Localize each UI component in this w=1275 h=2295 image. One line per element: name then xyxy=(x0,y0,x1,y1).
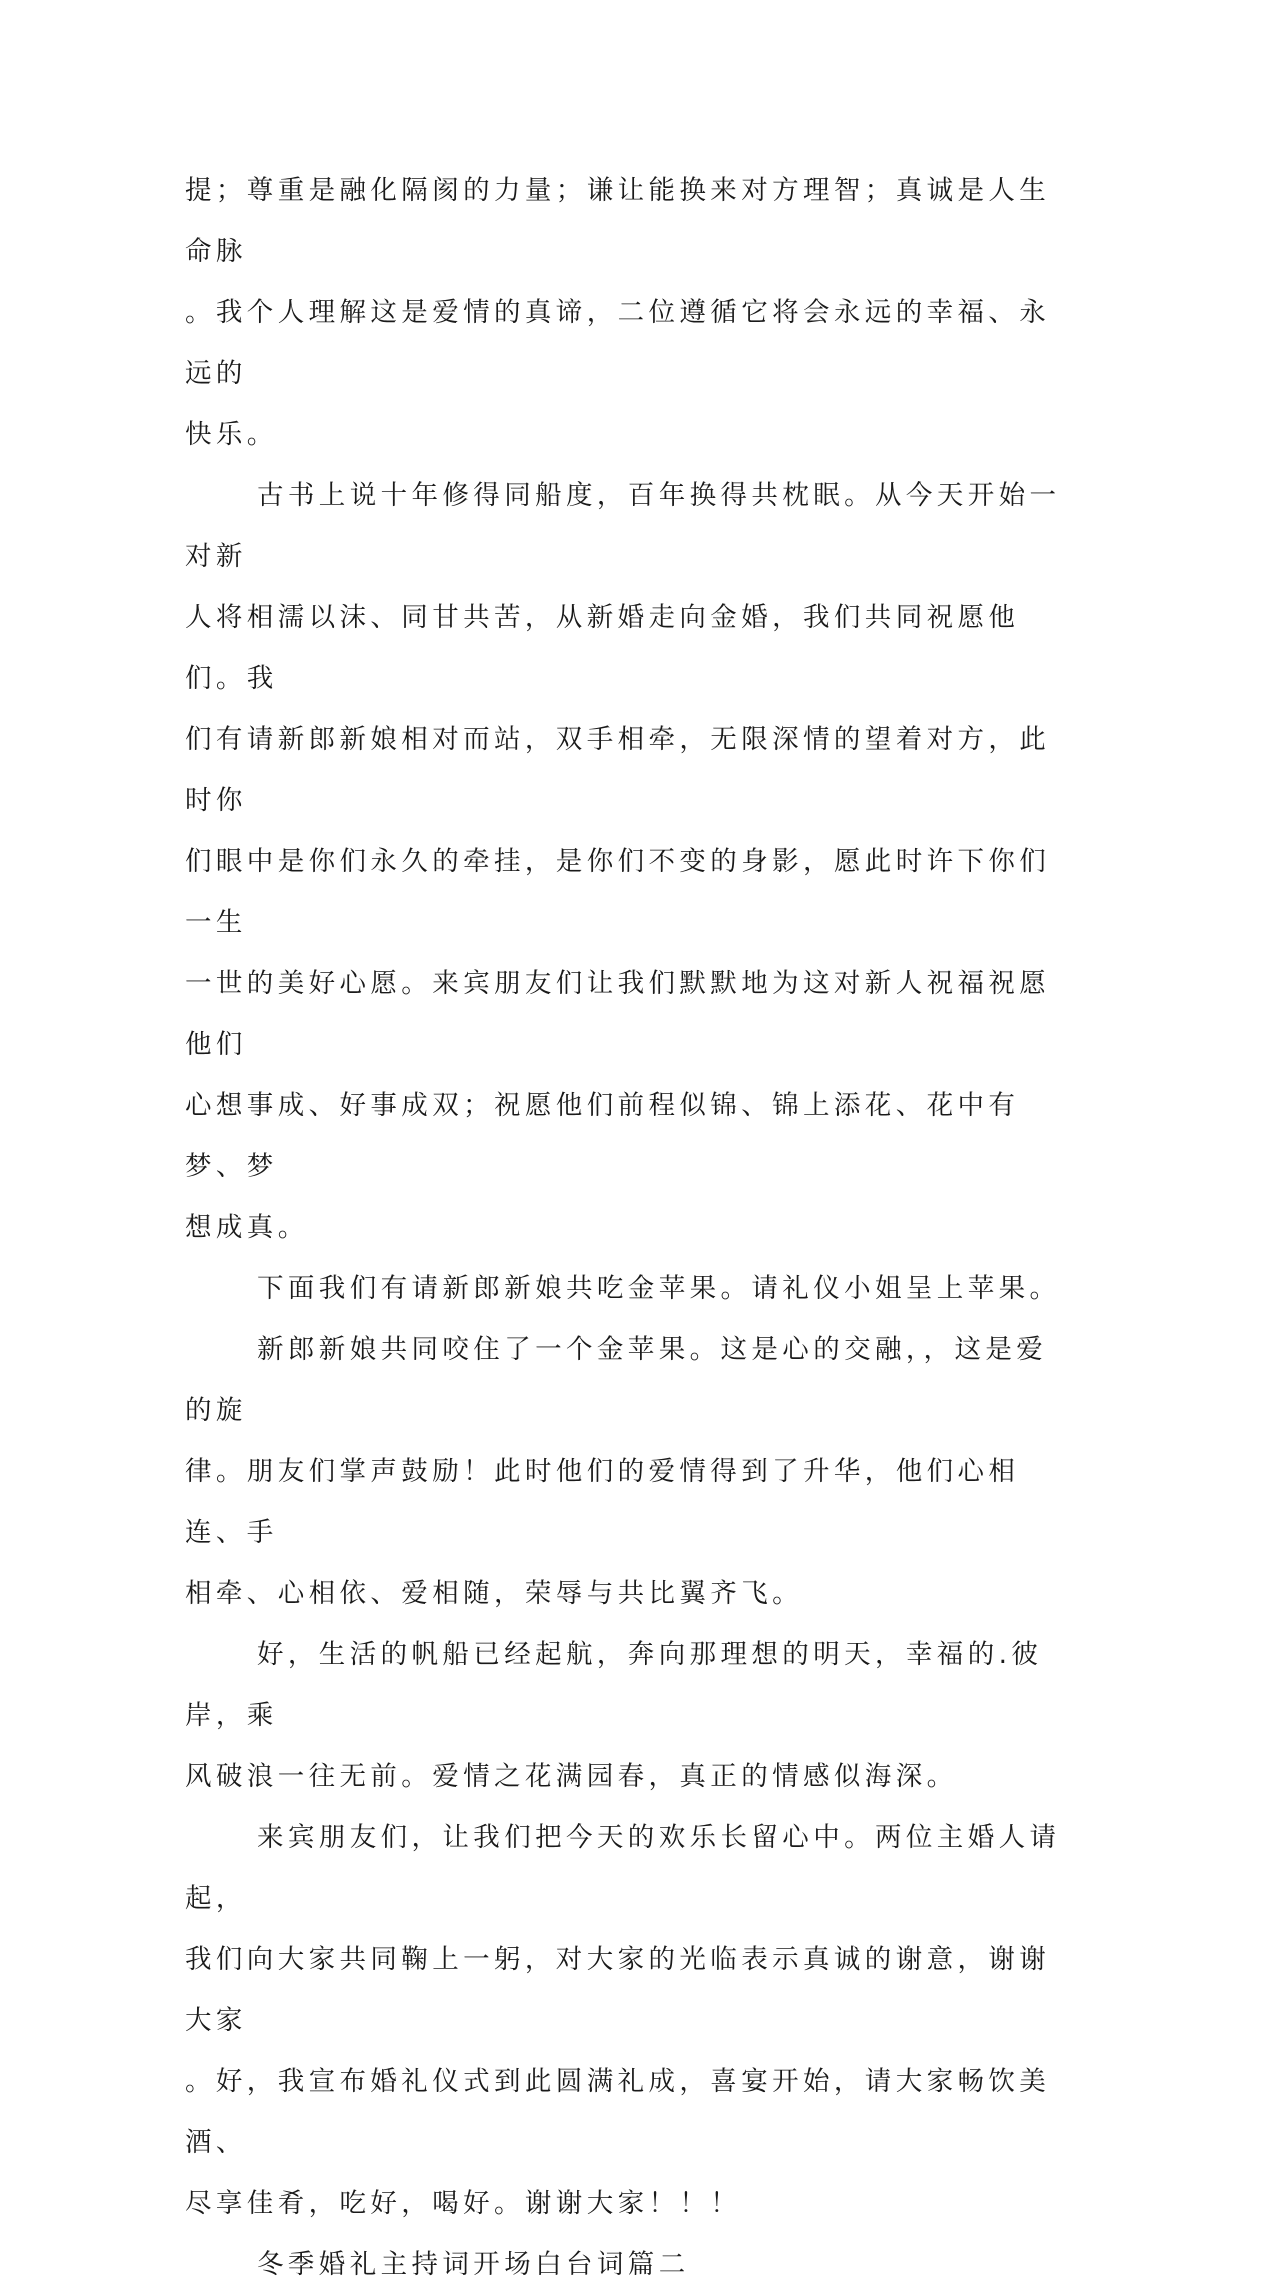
paragraph-p2-line: 一世的美好心愿。来宾朋友们让我们默默地为这对新人祝福祝愿他们 xyxy=(185,968,1051,1060)
paragraph-p6-line: 我们向大家共同鞠上一躬，对大家的光临表示真诚的谢意，谢谢大家 xyxy=(185,1944,1051,2036)
paragraph-p6-line: 。好，我宣布婚礼仪式到此圆满礼成，喜宴开始，请大家畅饮美酒、 xyxy=(185,2066,1051,2158)
paragraph-p6-line: 尽享佳肴，吃好，喝好。谢谢大家！！！ xyxy=(185,2188,742,2219)
paragraph-p4-line: 律。朋友们掌声鼓励！此时他们的爱情得到了升华，他们心相连、手 xyxy=(185,1456,1020,1548)
paragraph-p4-line: 新郎新娘共同咬住了一个金苹果。这是心的交融，，这是爱的旋 xyxy=(185,1334,1048,1426)
paragraph-p5-line: 风破浪一往无前。爱情之花满园春，真正的情感似海深。 xyxy=(185,1761,958,1792)
paragraph-p5-line: 好，生活的帆船已经起航，奔向那理想的明天，幸福的.彼岸，乘 xyxy=(185,1639,1043,1731)
paragraph-p2-line: 心想事成、好事成双；祝愿他们前程似锦、锦上添花、花中有梦、梦 xyxy=(185,1090,1020,1182)
paragraph-p7-line: 冬季婚礼主持词开场白台词篇二 xyxy=(257,2249,690,2280)
paragraph-p2-line: 古书上说十年修得同船度，百年换得共枕眠。从今天开始一对新 xyxy=(185,480,1061,572)
paragraph-p2-line: 人将相濡以沫、同甘共苦，从新婚走向金婚，我们共同祝愿他们。我 xyxy=(185,602,1020,694)
paragraph-p2-line: 想成真。 xyxy=(185,1212,309,1243)
paragraph-p1-line: 提；尊重是融化隔阂的力量；谦让能换来对方理智；真诚是人生命脉 xyxy=(185,175,1051,267)
paragraph-p1-line: 。我个人理解这是爱情的真谛，二位遵循它将会永远的幸福、永远的 xyxy=(185,297,1051,389)
paragraph-p6-line: 来宾朋友们，让我们把今天的欢乐长留心中。两位主婚人请起， xyxy=(185,1822,1061,1914)
paragraph-p2-line: 们有请新郎新娘相对而站，双手相牵，无限深情的望着对方，此时你 xyxy=(185,724,1051,816)
paragraph-p2-line: 们眼中是你们永久的牵挂，是你们不变的身影，愿此时许下你们一生 xyxy=(185,846,1051,938)
paragraph-p3-line: 下面我们有请新郎新娘共吃金苹果。请礼仪小姐呈上苹果。 xyxy=(257,1273,1061,1304)
paragraph-p1-line: 快乐。 xyxy=(185,419,278,450)
document-body xyxy=(185,160,1075,2295)
paragraph-p4-line: 相牵、心相依、爱相随，荣辱与共比翼齐飞。 xyxy=(185,1578,803,1609)
